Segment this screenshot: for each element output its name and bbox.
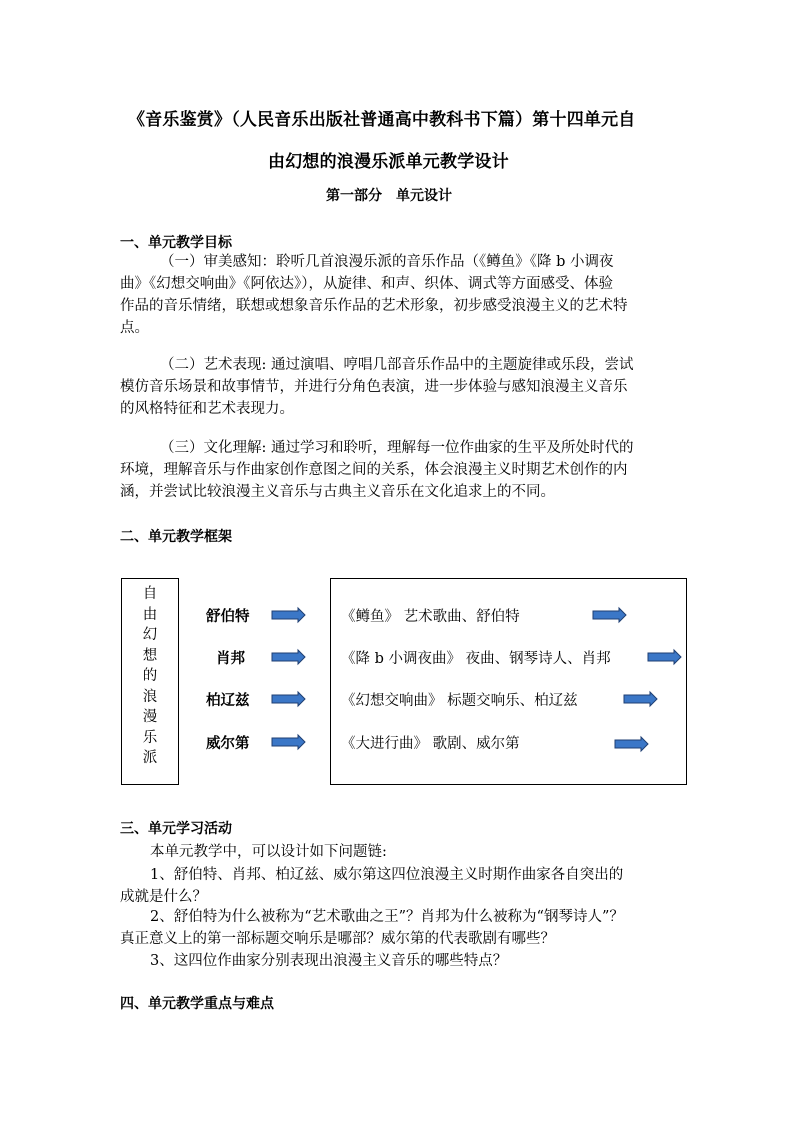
goal-3-line-3: 涵，并尝试比较浪漫主义音乐与古典主义音乐在文化追求上的不同。 <box>120 484 555 500</box>
goal-3-line-1: （三）文化理解: 通过学习和聆听，理解每一位作曲家的生平及所处时代的 <box>160 440 634 456</box>
arrow-right-icon <box>615 737 649 751</box>
goal-2-line-1: （二）艺术表现: 通过演唱、哼唱几部音乐作品中的主题旋律或乐段，尝试 <box>160 357 634 373</box>
subtitle: 第一部分 单元设计 <box>326 188 452 204</box>
unit-theme-box <box>121 578 179 785</box>
unit-theme-vertical-label: 自 由 幻 想 的 浪 漫 乐 派 <box>142 586 158 766</box>
question-2-line-2: 真正意义上的第一部标题交响乐是哪部？威尔第的代表歌剧有哪些？ <box>120 931 555 947</box>
composer-schubert: 舒伯特 <box>206 608 250 625</box>
work-grand-march: 《大进行曲》 歌剧、威尔第 <box>341 736 520 752</box>
section-heading-focus: 四、单元教学重点与难点 <box>120 996 274 1012</box>
title-line-2: 由幻想的浪漫乐派单元教学设计 <box>268 152 509 172</box>
composer-verdi: 威尔第 <box>206 735 250 752</box>
question-2-line-1: 2、舒伯特为什么被称为“艺术歌曲之王”？肖邦为什么被称为“钢琴诗人”？ <box>150 909 624 925</box>
question-3: 3、这四位作曲家分别表现出浪漫主义音乐的哪些特点？ <box>150 953 508 969</box>
goal-1-line-1: （一）审美感知：聆听几首浪漫乐派的音乐作品（《鳟鱼》《降 b 小调夜 <box>160 254 614 270</box>
arrow-right-icon <box>272 692 306 706</box>
section-heading-activities: 三、单元学习活动 <box>120 821 232 837</box>
section-heading-framework: 二、单元教学框架 <box>120 529 232 545</box>
composer-berlioz: 柏辽兹 <box>206 692 250 709</box>
question-1-line-1: 1、舒伯特、肖邦、柏辽兹、威尔第这四位浪漫主义时期作曲家各自突出的 <box>150 867 624 883</box>
arrow-right-icon <box>272 608 306 622</box>
goal-3-line-2: 环境，理解音乐与作曲家创作意图之间的关系，体会浪漫主义时期艺术创作的内 <box>120 462 628 478</box>
composer-chopin: 肖邦 <box>216 650 245 667</box>
arrow-right-icon <box>593 608 627 622</box>
title-line-1: 《音乐鉴赏》（人民音乐出版社普通高中教科书下篇）第十四单元自 <box>128 110 636 130</box>
arrow-right-icon <box>648 650 682 664</box>
section-heading-goals: 一、单元教学目标 <box>120 235 232 251</box>
arrow-right-icon <box>272 650 306 664</box>
arrow-right-icon <box>272 735 306 749</box>
goal-1-line-3: 作品的音乐情绪，联想或想象音乐作品的艺术形象，初步感受浪漫主义的艺术特 <box>120 298 628 314</box>
question-1-line-2: 成就是什么？ <box>120 889 207 905</box>
activities-intro: 本单元教学中，可以设计如下问题链: <box>150 844 387 860</box>
arrow-right-icon <box>624 692 658 706</box>
work-symphonie-fantastique: 《幻想交响曲》 标题交响乐、柏辽兹 <box>341 693 578 709</box>
goal-1-line-4: 点。 <box>120 320 149 336</box>
goal-1-line-2: 曲》《幻想交响曲》《阿依达》），从旋律、和声、织体、调式等方面感受、体验 <box>120 276 613 292</box>
work-trout: 《鳟鱼》 艺术歌曲、舒伯特 <box>341 609 520 625</box>
work-nocturne: 《降 b 小调夜曲》 夜曲、钢琴诗人、肖邦 <box>341 651 611 667</box>
goal-2-line-3: 的风格特征和艺术表现力。 <box>120 401 294 417</box>
goal-2-line-2: 模仿音乐场景和故事情节，并进行分角色表演，进一步体验与感知浪漫主义音乐 <box>120 379 628 395</box>
